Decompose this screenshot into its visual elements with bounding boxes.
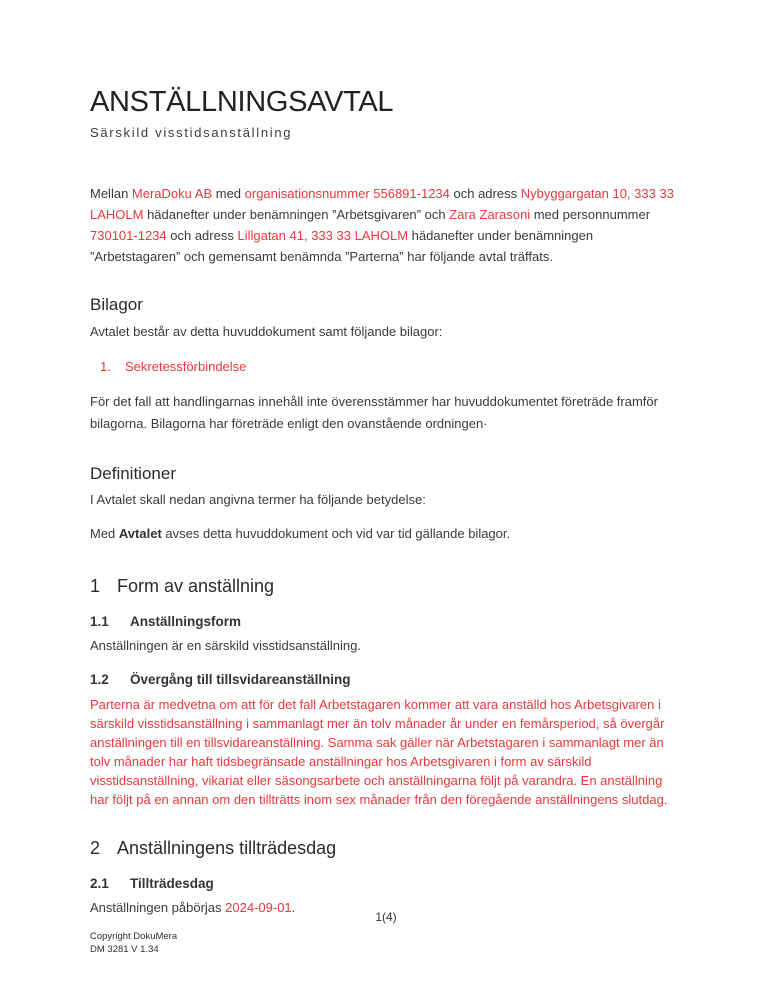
text-segment: med [212,186,245,201]
defined-term: Avtalet [118,526,162,541]
heading-2-1 [90,875,684,893]
document-subtitle: Särskild visstidsanställning [90,125,293,140]
paragraph-1-1: Anställningen är en särskild visstidsanställning. [90,638,361,653]
subsection-number: 2.1 [90,876,109,891]
text-segment-employee-address: Lillgatan 41, 333 33 LAHOLM [237,228,409,243]
bilagor-lead: Avtalet består av detta huvuddokument samt följande bilagor: [90,324,443,339]
text-segment: och adress [449,186,521,201]
definitioner-lead: I Avtalet skall nedan angivna termer ha följande betydelse: [90,492,426,507]
text-segment: och adress [166,228,238,243]
definition-paragraph [90,523,684,544]
section-number: 2 [90,838,101,858]
text-segment: . [291,900,296,915]
heading-definitioner: Definitioner [90,464,176,483]
subsection-title: Anställningsform [130,614,242,629]
text-segment: Anställningen påbörjas [90,900,226,915]
text-segment-orgnr: organisationsnummer 556891-1234 [244,186,450,201]
start-date: 2024-09-01 [225,900,292,915]
list-label: Sekretessförbindelse [125,359,247,374]
footer-meta [90,930,177,956]
section-title: Anställningens tillträdesdag [117,838,337,858]
text-segment: Mellan [90,186,132,201]
heading-1-2 [90,671,684,689]
bilagor-note: För det fall att handlingarnas innehåll inte överensstämmer har huvuddokumentet företräde framför bilagorna. Bilagorna har företräde enligt den ovanstående ordningen· [90,394,658,431]
intro-paragraph [90,183,684,267]
subsection-title: Tillträdesdag [130,876,214,891]
text-segment: Med [90,526,119,541]
document-content [90,86,684,918]
text-segment: avses detta huvuddokument och vid var tid gällande bilagor. [161,526,511,541]
subsection-number: 1.2 [90,672,109,687]
list-item [90,358,684,376]
heading-bilagor: Bilagor [90,295,143,314]
text-segment-personnr: 730101-1234 [90,228,167,243]
section-number: 1 [90,576,101,596]
document-title: ANSTÄLLNINGSAVTAL [90,86,394,118]
subsection-title: Övergång till tillsvidareanställning [130,672,351,687]
text-segment-employer-address: Nybyggargatan 10, 333 33 LAHOLM [90,186,674,222]
heading-section-1 [90,574,684,598]
page-number: 1(4) [375,910,397,924]
text-segment-employee-name: Zara Zarasoni [449,207,531,222]
text-segment: hädanefter under benämningen ”Arbetstagaren” och gemensamt benämnda ”Parterna” har följande avtal träffats. [90,228,594,264]
text-segment: hädanefter under benämningen ”Arbetsgivaren” och [143,207,450,222]
list-number: 1. [100,359,111,374]
heading-1-1 [90,613,684,631]
text-segment-company: MeraDoku AB [131,186,213,201]
subsection-number: 1.1 [90,614,109,629]
footer-doc-id: DM 3281 V 1.34 [90,944,159,955]
paragraph-1-2: Parterna är medvetna om att för det fall Arbetstagaren kommer att vara anställd hos Arbetsgivaren i särskild visstidsanställning i sammanlagt mer än tolv månader år under en femårsperiod, så övergår anställningen till en tillsvidareanställning. Samma sak gäller när Arbetstagaren i sammanlagt mer än tolv månader har haft tidsbegränsade anställningar hos Arbetsgivaren i form av särskild visstidsanställning, vikariat eller säsongsarbete och anställningarna följt på varandra. En anställning har följt på en annan om den tillträtts inom sex månader från den föregående anställningens slutdag. [90,697,668,807]
footer-copyright: Copyright DokuMera [90,931,178,942]
text-segment: med personnummer [530,207,651,222]
section-title: Form av anställning [117,576,275,596]
heading-section-2 [90,836,684,860]
